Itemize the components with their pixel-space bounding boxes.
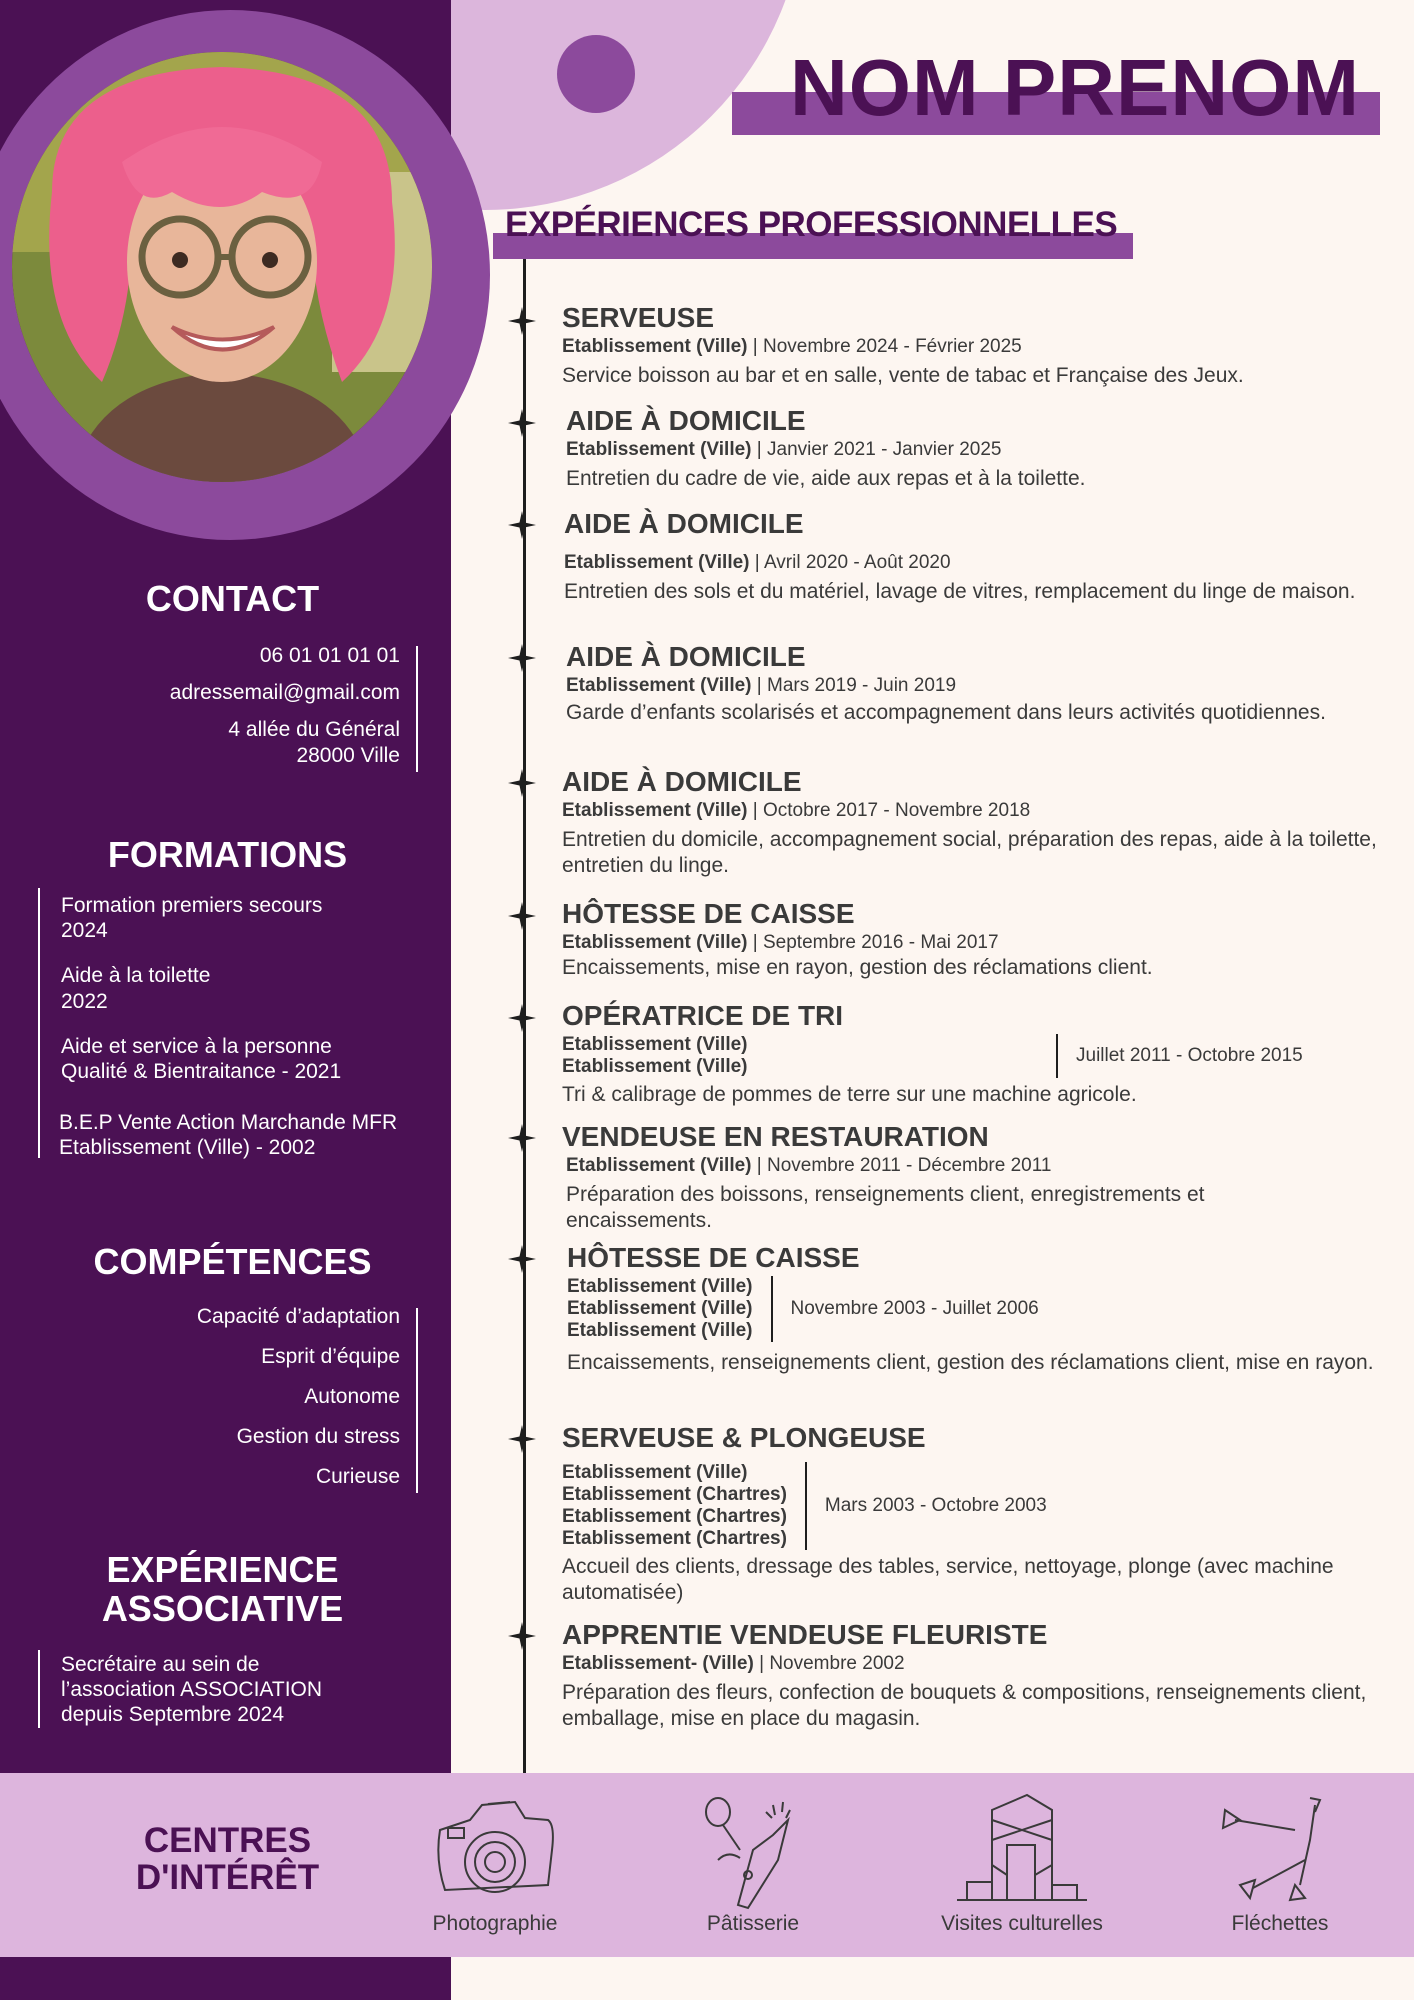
timeline-star-icon: [508, 409, 536, 437]
decor-dot: [557, 35, 635, 113]
job-dates: Novembre 2003 - Juillet 2006: [790, 1298, 1039, 1320]
job-org: Etablissement (Ville): [566, 1155, 752, 1177]
formation-year: 2024: [61, 919, 108, 943]
formation-title: Formation premiers secours: [61, 894, 323, 917]
job-dates: | Novembre 2024 - Février 2025: [752, 336, 1022, 358]
job-title: AIDE À DOMICILE: [562, 766, 802, 797]
skill-item: Curieuse: [315, 1465, 400, 1488]
associative-line: l’association ASSOCIATION: [61, 1678, 323, 1702]
job-orgs: [567, 1276, 753, 1342]
job-entry: [567, 1243, 1407, 1376]
date-separator: [805, 1462, 807, 1549]
job-dates: | Septembre 2016 - Mai 2017: [752, 932, 999, 954]
formations-list: [61, 893, 441, 1161]
formation-item: [61, 1034, 441, 1084]
associative-line: depuis Septembre 2024: [61, 1703, 284, 1727]
job-description: Accueil des clients, dressage des tables, service, nettoyage, plonge (avec machine automatisée): [562, 1554, 1334, 1605]
timeline-star-icon: [508, 1245, 536, 1273]
job-meta: [566, 1155, 1402, 1178]
building-icon: [947, 1790, 1097, 1910]
job-meta: [562, 336, 1402, 359]
skill-item: Gestion du stress: [236, 1425, 400, 1448]
job-org: Etablissement (Ville): [567, 1276, 753, 1298]
skills-section-title: COMPÉTENCES: [93, 1241, 372, 1282]
formation-title: B.E.P Vente Action Marchande MFR: [59, 1111, 398, 1135]
job-description: Entretien du cadre de vie, aide aux repas et à la toilette.: [566, 467, 1086, 491]
job-org: Etablissement (Ville): [562, 1034, 748, 1056]
job-description: Service boisson au bar et en salle, vente de tabac et Française des Jeux.: [562, 364, 1244, 388]
associative-title-line2: ASSOCIATIVE: [101, 1587, 344, 1629]
timeline-star-icon: [508, 1124, 536, 1152]
interest-item: [643, 1790, 863, 1936]
camera-icon: [420, 1790, 570, 1910]
timeline-star-icon: [508, 1622, 536, 1650]
experience-section-title: EXPÉRIENCES PROFESSIONNELLES: [505, 205, 1118, 244]
formations-divider: [38, 888, 40, 1158]
job-orgs: [562, 1034, 1038, 1078]
contact-phone: 06 01 01 01 01: [259, 644, 400, 667]
job-title: SERVEUSE: [562, 302, 714, 333]
skills-list: [100, 1305, 400, 1505]
associative-line: Secrétaire au sein de: [61, 1653, 260, 1676]
job-dates: | Janvier 2021 - Janvier 2025: [756, 439, 1002, 461]
formation-title: Aide à la toilette: [61, 964, 211, 988]
job-description: Garde d’enfants scolarisés et accompagnement dans leurs activités quotidiennes.: [566, 701, 1326, 725]
skill-item: Autonome: [304, 1385, 400, 1408]
job-dates: Mars 2003 - Octobre 2003: [824, 1495, 1047, 1517]
job-orgs: [562, 1462, 787, 1549]
timeline-star-icon: [508, 769, 536, 797]
job-org: Etablissement (Ville): [567, 1320, 753, 1342]
job-meta: [566, 675, 1406, 698]
job-title: HÔTESSE DE CAISSE: [562, 898, 855, 929]
job-entry: [566, 642, 1406, 726]
job-entry: [562, 1620, 1402, 1733]
associative-title-line1: EXPÉRIENCE: [106, 1549, 339, 1590]
skill-item: Esprit d’équipe: [261, 1345, 400, 1368]
contact-address-line1: 4 allée du Général: [228, 718, 400, 742]
job-dates: | Mars 2019 - Juin 2019: [756, 675, 957, 697]
job-entry: [566, 406, 1406, 492]
job-description: Entretien des sols et du matériel, lavage de vitres, remplacement du linge de maison.: [564, 580, 1356, 604]
formation-item: [61, 963, 441, 1013]
job-org: Etablissement (Ville): [562, 932, 748, 954]
formation-item: [59, 1110, 441, 1160]
job-entry: [562, 1122, 1402, 1235]
job-title: APPRENTIE VENDEUSE FLEURISTE: [562, 1619, 1048, 1650]
job-meta: [564, 552, 1404, 575]
associative-section-title: [0, 1551, 445, 1629]
job-title: SERVEUSE & PLONGEUSE: [562, 1422, 926, 1453]
job-entry: [562, 767, 1402, 880]
contact-block: [100, 643, 400, 768]
job-entry: [564, 509, 1404, 605]
formation-year: Etablissement (Ville) - 2002: [59, 1136, 316, 1160]
timeline-star-icon: [508, 1425, 536, 1453]
contact-address-line2: 28000 Ville: [296, 743, 400, 767]
darts-icon: [1205, 1790, 1355, 1910]
job-org: Etablissement (Chartres): [562, 1506, 787, 1528]
skill-item: Capacité d’adaptation: [196, 1305, 400, 1328]
job-description: Tri & calibrage de pommes de terre sur une machine agricole.: [562, 1083, 1137, 1107]
job-entry: [562, 1423, 1402, 1606]
job-title: OPÉRATRICE DE TRI: [562, 1000, 844, 1031]
job-description: Encaissements, mise en rayon, gestion des réclamations client.: [562, 956, 1153, 980]
interest-item: [1170, 1790, 1390, 1936]
timeline-star-icon: [508, 307, 536, 335]
job-org: Etablissement- (Ville): [562, 1653, 754, 1675]
job-entry: [562, 899, 1402, 981]
formation-year: Qualité & Bientraitance - 2021: [61, 1059, 342, 1083]
interest-label: Photographie: [432, 1912, 558, 1935]
interests-title-line2: D'INTÉRÊT: [135, 1857, 320, 1897]
interest-label: Fléchettes: [1231, 1912, 1329, 1935]
job-title: AIDE À DOMICILE: [566, 641, 806, 672]
job-description: Entretien du domicile, accompagnement social, préparation des repas, aide à la toilette, entretien du linge.: [562, 828, 1377, 878]
job-description: Préparation des boissons, renseignements client, enregistrements et encaissements.: [566, 1183, 1205, 1233]
job-org: Etablissement (Ville): [566, 439, 752, 461]
job-meta: [562, 932, 1402, 955]
job-org: Etablissement (Ville): [566, 675, 752, 697]
job-title: AIDE À DOMICILE: [564, 508, 804, 539]
contact-divider: [416, 646, 418, 772]
formation-year: 2022: [61, 989, 108, 1013]
pastry-icon: [678, 1790, 828, 1910]
job-title: AIDE À DOMICILE: [566, 405, 806, 436]
date-separator: [771, 1276, 773, 1342]
job-meta: [567, 1276, 1407, 1342]
interest-label: Visites culturelles: [941, 1912, 1103, 1935]
job-meta: [562, 1034, 1402, 1078]
job-org: Etablissement (Ville): [562, 1462, 748, 1484]
page-title: NOM PRENOM: [790, 43, 1360, 132]
timeline-star-icon: [508, 1004, 536, 1032]
job-meta: [562, 800, 1402, 823]
formations-section-title: FORMATIONS: [107, 834, 348, 875]
timeline-star-icon: [508, 902, 536, 930]
job-org: Etablissement (Chartres): [562, 1527, 787, 1549]
job-org: Etablissement (Ville): [562, 800, 748, 822]
interests-section-title: [100, 1823, 355, 1897]
interest-item: [385, 1790, 605, 1936]
interests-title-line1: CENTRES: [143, 1821, 312, 1860]
job-description: Préparation des fleurs, confection de bouquets & compositions, renseignements client, emballage, mise en place du magasin.: [562, 1681, 1367, 1731]
job-org: Etablissement (Ville): [564, 552, 750, 574]
date-separator: [1056, 1034, 1058, 1078]
job-title: VENDEUSE EN RESTAURATION: [562, 1121, 989, 1152]
job-org: Etablissement (Chartres): [562, 1484, 787, 1506]
job-dates: | Novembre 2002: [759, 1653, 905, 1675]
contact-section-title: CONTACT: [145, 578, 320, 619]
job-org: Etablissement (Ville): [562, 1056, 748, 1078]
job-dates: | Novembre 2011 - Décembre 2011: [756, 1155, 1052, 1177]
job-meta: [562, 1653, 1402, 1676]
profile-photo: [12, 52, 432, 482]
associative-divider: [38, 1650, 40, 1728]
job-dates: | Avril 2020 - Août 2020: [754, 552, 951, 574]
job-entry: [562, 303, 1402, 389]
job-org: Etablissement (Ville): [562, 336, 748, 358]
contact-email: adressemail@gmail.com: [169, 681, 400, 705]
job-meta: [562, 1462, 1402, 1549]
job-dates: Juillet 2011 - Octobre 2015: [1076, 1045, 1303, 1067]
formation-item: [61, 893, 441, 943]
timeline-star-icon: [508, 644, 536, 672]
interest-label: Pâtisserie: [706, 1912, 800, 1935]
associative-text: [61, 1652, 421, 1728]
skills-divider: [416, 1308, 418, 1493]
job-entry: [562, 1001, 1402, 1108]
timeline-star-icon: [508, 511, 536, 539]
formation-title: Aide et service à la personne: [61, 1034, 332, 1058]
job-dates: | Octobre 2017 - Novembre 2018: [752, 800, 1031, 822]
job-description: Encaissements, renseignements client, gestion des réclamations client, mise en rayon.: [567, 1350, 1374, 1374]
job-meta: [566, 439, 1406, 462]
job-title: HÔTESSE DE CAISSE: [567, 1242, 860, 1273]
job-org: Etablissement (Ville): [567, 1298, 753, 1320]
interest-item: [912, 1790, 1132, 1936]
